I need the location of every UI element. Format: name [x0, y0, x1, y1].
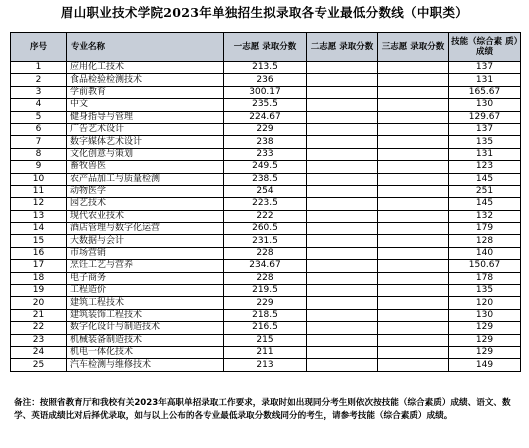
table-row: [11, 136, 521, 148]
cell-index: 13: [11, 210, 67, 222]
cell-major: 汽车检测与维修技术: [67, 359, 224, 371]
table-row: [11, 235, 521, 247]
cell-first-choice: 260.5: [224, 223, 307, 235]
table-row: [11, 297, 521, 309]
cell-first-choice: 216.5: [224, 322, 307, 334]
cell-major: 应用化工技术: [67, 62, 224, 74]
cell-first-choice: 300.17: [224, 86, 307, 98]
cell-skill-score: 165.67: [449, 86, 521, 98]
cell-second-choice: [307, 62, 378, 74]
cell-skill-score: 140: [449, 247, 521, 259]
table-row: [11, 198, 521, 210]
table-row: [11, 223, 521, 235]
cell-major: 市场营销: [67, 247, 224, 259]
cell-skill-score: 120: [449, 297, 521, 309]
cell-third-choice: [378, 161, 449, 173]
cell-third-choice: [378, 223, 449, 235]
table-row: [11, 309, 521, 321]
table-row: [11, 272, 521, 284]
cell-major: 工程造价: [67, 285, 224, 297]
cell-first-choice: 223.5: [224, 198, 307, 210]
cell-skill-score: 131: [449, 148, 521, 160]
cell-third-choice: [378, 322, 449, 334]
cell-second-choice: [307, 346, 378, 358]
cell-major: 烹饪工艺与营养: [67, 260, 224, 272]
cell-skill-score: 150.67: [449, 260, 521, 272]
cell-index: 22: [11, 322, 67, 334]
cell-first-choice: 228: [224, 247, 307, 259]
cell-second-choice: [307, 136, 378, 148]
table-row: [11, 247, 521, 259]
cell-second-choice: [307, 334, 378, 346]
cell-index: 15: [11, 235, 67, 247]
cell-index: 14: [11, 223, 67, 235]
cell-second-choice: [307, 74, 378, 86]
cell-second-choice: [307, 210, 378, 222]
cell-index: 11: [11, 185, 67, 197]
cell-index: 5: [11, 111, 67, 123]
cell-second-choice: [307, 111, 378, 123]
cell-major: 农产品加工与质量检测: [67, 173, 224, 185]
cell-second-choice: [307, 235, 378, 247]
cell-index: 8: [11, 148, 67, 160]
table-row: [11, 123, 521, 135]
cell-skill-score: 135: [449, 136, 521, 148]
cell-major: 广告艺术设计: [67, 123, 224, 135]
cell-first-choice: 231.5: [224, 235, 307, 247]
cell-first-choice: 213: [224, 359, 307, 371]
cell-skill-score: 145: [449, 173, 521, 185]
cell-first-choice: 222: [224, 210, 307, 222]
cell-major: 酒店管理与数字化运营: [67, 223, 224, 235]
cell-skill-score: 149: [449, 359, 521, 371]
cell-index: 4: [11, 99, 67, 111]
cell-index: 24: [11, 346, 67, 358]
table-row: [11, 359, 521, 371]
cell-skill-score: 132: [449, 210, 521, 222]
table-row: [11, 148, 521, 160]
cell-first-choice: 229: [224, 297, 307, 309]
table-row: [11, 86, 521, 98]
cell-third-choice: [378, 148, 449, 160]
cell-skill-score: 129: [449, 346, 521, 358]
table-row: [11, 74, 521, 86]
cell-second-choice: [307, 173, 378, 185]
cell-third-choice: [378, 62, 449, 74]
cell-index: 12: [11, 198, 67, 210]
cell-index: 17: [11, 260, 67, 272]
cell-first-choice: 233: [224, 148, 307, 160]
cell-first-choice: 219.5: [224, 285, 307, 297]
cell-major: 电子商务: [67, 272, 224, 284]
score-table: [10, 32, 521, 372]
cell-index: 1: [11, 62, 67, 74]
cell-second-choice: [307, 272, 378, 284]
cell-index: 2: [11, 74, 67, 86]
cell-major: 现代农业技术: [67, 210, 224, 222]
cell-first-choice: 228: [224, 272, 307, 284]
cell-second-choice: [307, 99, 378, 111]
page-title: 眉山职业技术学院2023年单独招生拟录取各专业最低分数线（中职类）: [60, 5, 469, 20]
cell-skill-score: 129.67: [449, 111, 521, 123]
cell-skill-score: 251: [449, 185, 521, 197]
cell-first-choice: 218.5: [224, 309, 307, 321]
cell-index: 18: [11, 272, 67, 284]
cell-index: 3: [11, 86, 67, 98]
cell-first-choice: 211: [224, 346, 307, 358]
cell-second-choice: [307, 297, 378, 309]
table-row: [11, 173, 521, 185]
header-index: 序号: [11, 33, 67, 62]
cell-major: 建筑装饰工程技术: [67, 309, 224, 321]
cell-third-choice: [378, 185, 449, 197]
cell-skill-score: 145: [449, 198, 521, 210]
table-row: [11, 111, 521, 123]
cell-index: 6: [11, 123, 67, 135]
header-third-choice: 三志愿 录取分数: [378, 33, 449, 62]
cell-second-choice: [307, 359, 378, 371]
cell-major: 畜牧兽医: [67, 161, 224, 173]
cell-third-choice: [378, 198, 449, 210]
cell-first-choice: 234.67: [224, 260, 307, 272]
cell-skill-score: 137: [449, 62, 521, 74]
cell-third-choice: [378, 247, 449, 259]
cell-second-choice: [307, 247, 378, 259]
cell-third-choice: [378, 346, 449, 358]
cell-second-choice: [307, 309, 378, 321]
cell-skill-score: 129: [449, 322, 521, 334]
cell-index: 21: [11, 309, 67, 321]
footnote: 备注：按照省教育厅和我校有关2023年高职单招录取工作要求，录取时如出现同分考生则依次按技能（综合素质）成绩、语文、数学、英语成绩比对后择优录取，如与以上公布的各专业最低录取分数线同分的考生，请参考技能（综合素质）成绩。: [14, 398, 511, 421]
header-first-choice: 一志愿 录取分数: [224, 33, 307, 62]
cell-major: 食品检验检测技术: [67, 74, 224, 86]
cell-skill-score: 179: [449, 223, 521, 235]
cell-second-choice: [307, 161, 378, 173]
table-row: [11, 334, 521, 346]
cell-index: 20: [11, 297, 67, 309]
cell-third-choice: [378, 111, 449, 123]
table-row: [11, 99, 521, 111]
cell-first-choice: 213.5: [224, 62, 307, 74]
cell-third-choice: [378, 285, 449, 297]
cell-skill-score: 178: [449, 272, 521, 284]
cell-index: 10: [11, 173, 67, 185]
cell-index: 23: [11, 334, 67, 346]
cell-first-choice: 236: [224, 74, 307, 86]
table-row: [11, 322, 521, 334]
cell-third-choice: [378, 136, 449, 148]
cell-third-choice: [378, 74, 449, 86]
cell-major: 健身指导与管理: [67, 111, 224, 123]
cell-first-choice: 254: [224, 185, 307, 197]
cell-first-choice: 215: [224, 334, 307, 346]
table-header-row: [11, 33, 521, 62]
cell-major: 建筑工程技术: [67, 297, 224, 309]
cell-major: 园艺技术: [67, 198, 224, 210]
cell-third-choice: [378, 272, 449, 284]
table-row: [11, 62, 521, 74]
table-row: [11, 161, 521, 173]
cell-major: 数字化设计与制造技术: [67, 322, 224, 334]
cell-major: 大数据与会计: [67, 235, 224, 247]
cell-third-choice: [378, 235, 449, 247]
cell-second-choice: [307, 86, 378, 98]
table-row: [11, 185, 521, 197]
cell-second-choice: [307, 223, 378, 235]
cell-second-choice: [307, 148, 378, 160]
cell-first-choice: 238.5: [224, 173, 307, 185]
cell-major: 动物医学: [67, 185, 224, 197]
table-row: [11, 210, 521, 222]
cell-third-choice: [378, 260, 449, 272]
cell-skill-score: 128: [449, 235, 521, 247]
cell-second-choice: [307, 322, 378, 334]
cell-second-choice: [307, 285, 378, 297]
cell-skill-score: 129: [449, 334, 521, 346]
cell-second-choice: [307, 123, 378, 135]
cell-skill-score: 135: [449, 285, 521, 297]
cell-third-choice: [378, 86, 449, 98]
score-table-container: [10, 32, 520, 372]
cell-third-choice: [378, 99, 449, 111]
cell-third-choice: [378, 173, 449, 185]
cell-first-choice: 229: [224, 123, 307, 135]
cell-skill-score: 130: [449, 99, 521, 111]
header-second-choice: 二志愿 录取分数: [307, 33, 378, 62]
cell-skill-score: 137: [449, 123, 521, 135]
cell-second-choice: [307, 198, 378, 210]
cell-index: 16: [11, 247, 67, 259]
table-row: [11, 346, 521, 358]
table-row: [11, 260, 521, 272]
header-major: 专业名称: [67, 33, 224, 62]
cell-index: 19: [11, 285, 67, 297]
cell-major: 数字媒体艺术设计: [67, 136, 224, 148]
table-row: [11, 285, 521, 297]
cell-third-choice: [378, 334, 449, 346]
cell-index: 7: [11, 136, 67, 148]
cell-major: 机电一体化技术: [67, 346, 224, 358]
cell-skill-score: 131: [449, 74, 521, 86]
cell-first-choice: 249.5: [224, 161, 307, 173]
header-skill-score: 技能（综合素 质）成绩: [449, 33, 521, 62]
cell-third-choice: [378, 210, 449, 222]
cell-major: 机械装备制造技术: [67, 334, 224, 346]
cell-third-choice: [378, 123, 449, 135]
cell-first-choice: 235.5: [224, 99, 307, 111]
cell-skill-score: 123: [449, 161, 521, 173]
cell-major: 文化创意与策划: [67, 148, 224, 160]
cell-first-choice: 238: [224, 136, 307, 148]
cell-second-choice: [307, 260, 378, 272]
cell-skill-score: 130: [449, 309, 521, 321]
cell-third-choice: [378, 297, 449, 309]
cell-major: 中文: [67, 99, 224, 111]
cell-index: 25: [11, 359, 67, 371]
cell-first-choice: 224.67: [224, 111, 307, 123]
cell-third-choice: [378, 359, 449, 371]
cell-second-choice: [307, 185, 378, 197]
cell-index: 9: [11, 161, 67, 173]
cell-major: 学前教育: [67, 86, 224, 98]
cell-third-choice: [378, 309, 449, 321]
